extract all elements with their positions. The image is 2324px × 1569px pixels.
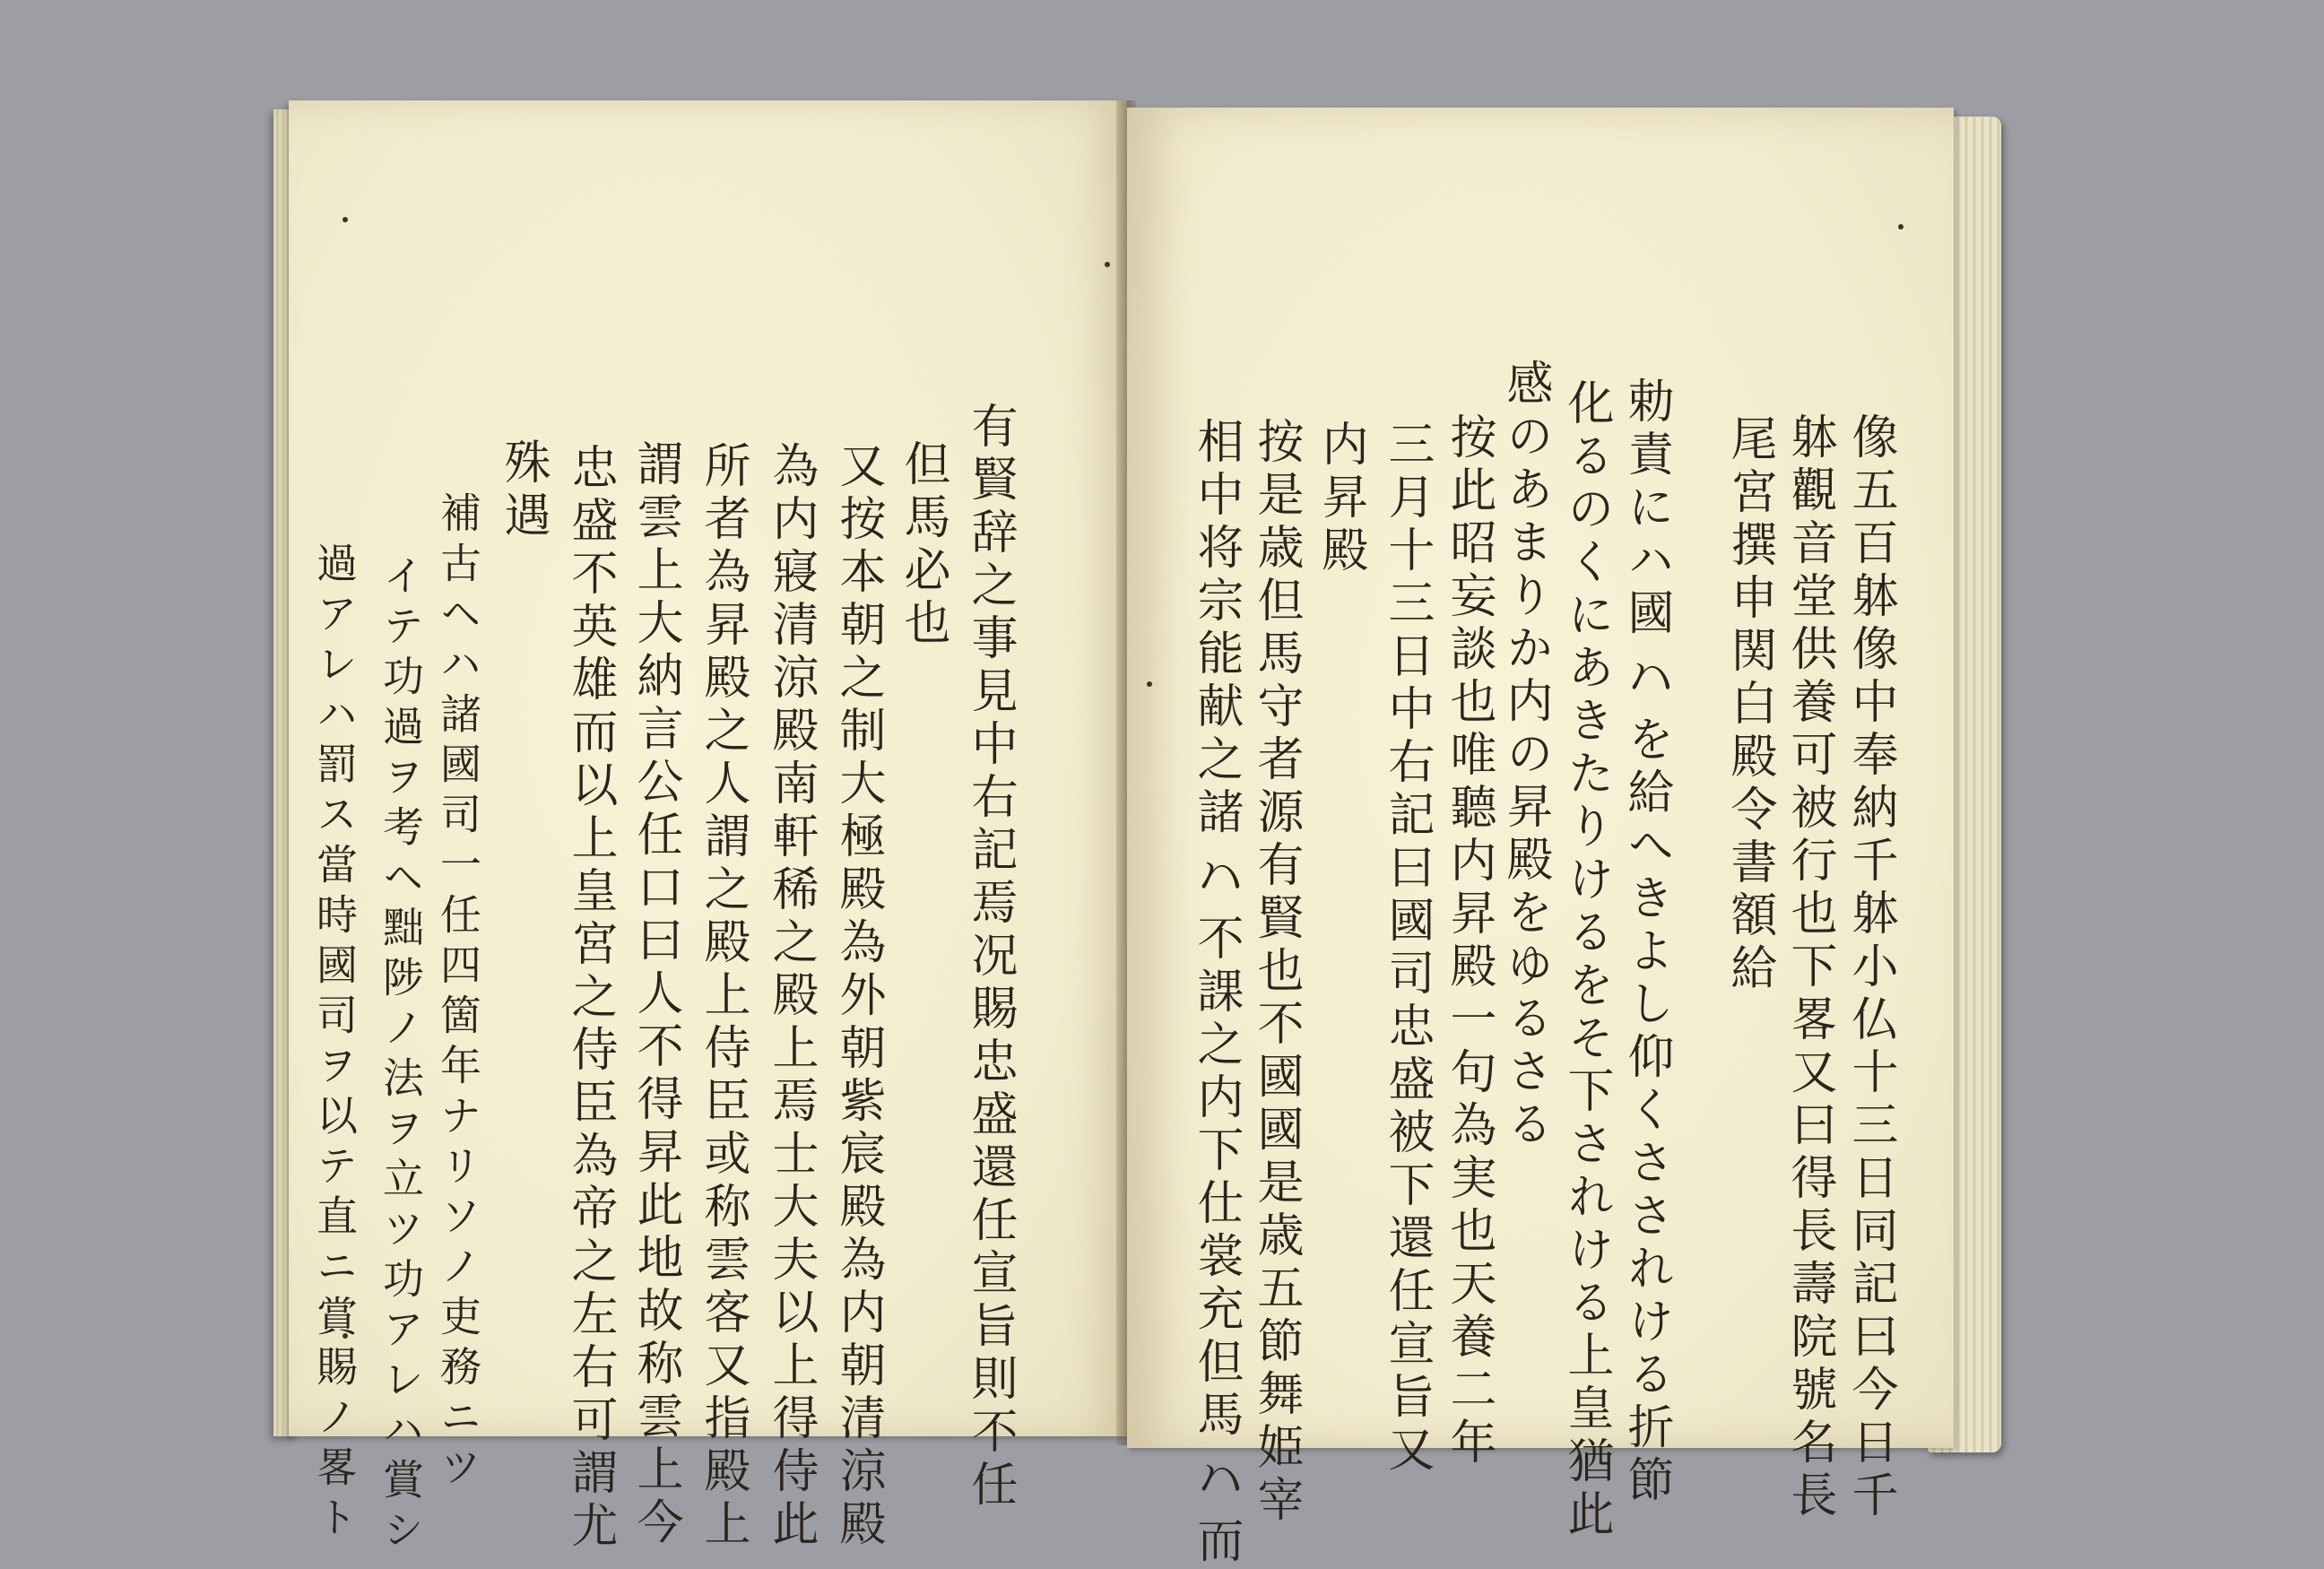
text-column: イテ功過ヲ考ヘ黜陟ノ法ヲ立ツ功アレハ賞シ	[377, 554, 425, 1558]
text-column: 内昇殿	[1314, 420, 1367, 578]
page-dot	[343, 217, 348, 222]
text-column: 三月十三日中右記曰國司忠盛被下還任宣旨又	[1380, 420, 1434, 1478]
text-column: 感のあまりか内の昇殿をゆるさる	[1498, 359, 1552, 1152]
text-column: 為内寢清涼殿南軒稀之殿上焉士大夫以上得侍此	[764, 441, 818, 1552]
text-column: 相中将宗能献之諸𛂞不課之内下仕裳充但馬𛂞而	[1189, 417, 1243, 1569]
text-column: 又按本朝之制大極殿為外朝紫宸殿為内朝清涼殿	[831, 441, 885, 1552]
text-column: 按此昭妄談也唯聽内昇殿一句為実也天養二年	[1442, 412, 1496, 1470]
text-column: 殊遇	[496, 438, 550, 543]
text-column: 勅責にハ國𛂞を給へきよし仰くさされける折節	[1619, 377, 1673, 1508]
text-column: 忠盛不英雄而以上皇宮之侍臣為帝之左右可謂尤	[563, 443, 617, 1554]
text-column: 尾宮撰申関白殿令書額給	[1722, 414, 1776, 996]
page-dot	[1147, 681, 1152, 687]
text-column: 所者為昇殿之人謂之殿上侍臣或称雲客又指殿上	[696, 441, 750, 1552]
text-column: 過アレハ罰ス當時國司ヲ以テ直ニ賞賜ノ畧ト	[310, 542, 359, 1546]
text-column: 躰觀音堂供養可被行也下畧又曰得長壽院號名長	[1782, 412, 1836, 1523]
left-page	[289, 100, 1127, 1558]
text-column: 補古ヘハ諸國司一任四箇年ナリソノ吏務ニツ	[434, 491, 482, 1495]
page-dot	[1105, 262, 1110, 267]
right-page	[1127, 108, 1954, 1569]
page-dot	[1898, 224, 1903, 230]
text-column: 謂雲上大納言公任口曰人不得昇此地故称雲上今	[629, 439, 682, 1550]
text-column: 像五百躰像中奉納千躰小仏十三日同記曰今日千	[1843, 412, 1897, 1523]
text-column: 有賢辞之事見中右記焉况賜忠盛還任宣旨則不任	[963, 402, 1017, 1513]
text-column: 化るのくにあきたりけるをそ下されける上皇猶此	[1559, 378, 1613, 1542]
text-column: 但馬必也	[896, 439, 950, 651]
text-column: 按是歳但馬守者源有賢也不國國是歳五節舞姫宰	[1249, 417, 1303, 1528]
